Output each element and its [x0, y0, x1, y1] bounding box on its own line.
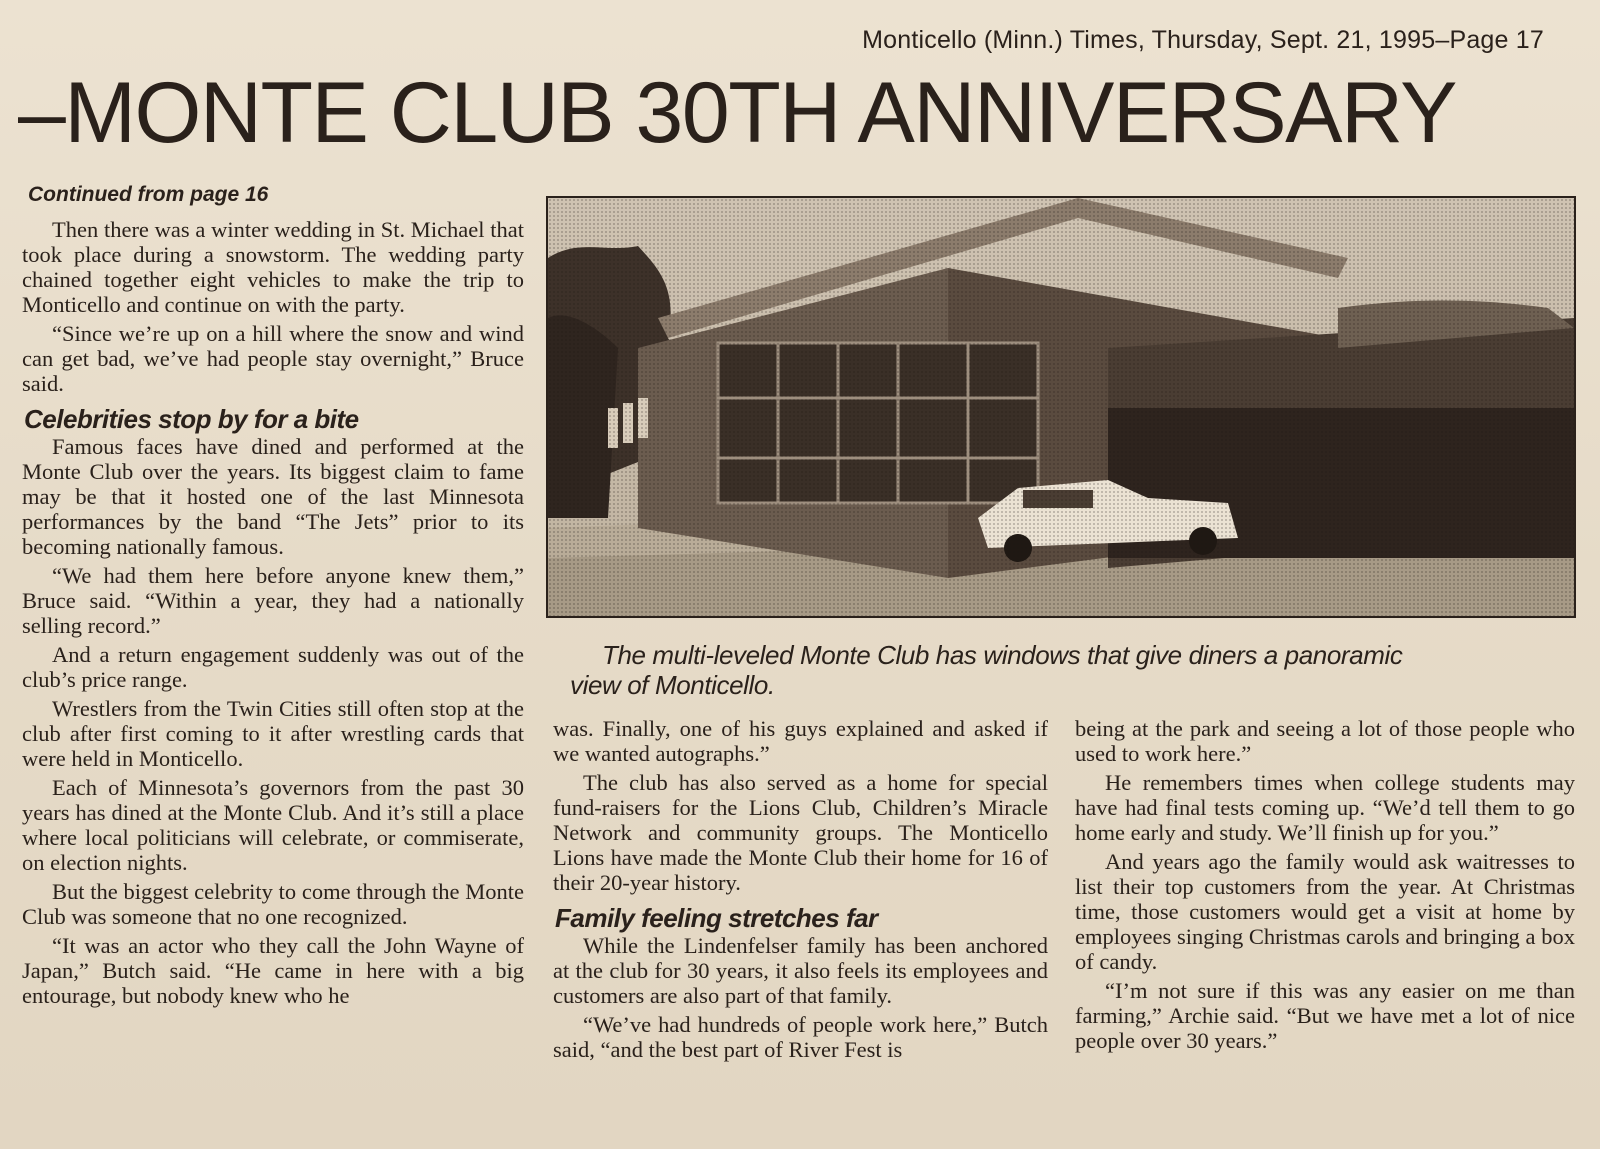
paragraph: And years ago the family would ask waitresses to list their top customers from the year. At Christmas time, those customers would get a visit at home by employees singing Christmas carols and bringing a box of candy. — [1075, 849, 1575, 974]
headline: –MONTE CLUB 30TH ANNIVERSARY — [18, 65, 1456, 161]
paragraph: “Since we’re up on a hill where the snow and wind can get bad, we’ve had people stay overnight,” Bruce said. — [22, 321, 524, 396]
building-illustration — [548, 198, 1574, 616]
paragraph: “We’ve had hundreds of people work here,” Butch said, “and the best part of River Fest is — [553, 1012, 1048, 1062]
paragraph: “It was an actor who they call the John Wayne of Japan,” Butch said. “He came in here with a big entourage, but nobody knew who he — [22, 933, 524, 1008]
paragraph: Famous faces have dined and performed at the Monte Club over the years. Its biggest claim to fame may be that it hosted one of the last Minnesota performances by the band “The Jets” prior to its becoming nationally famous. — [22, 434, 524, 559]
column-2 — [553, 716, 1048, 1066]
paragraph: But the biggest celebrity to come through the Monte Club was someone that no one recognized. — [22, 879, 524, 929]
paragraph: While the Lindenfelser family has been anchored at the club for 30 years, it also feels its employees and customers are also part of that family. — [553, 933, 1048, 1008]
paragraph: And a return engagement suddenly was out of the club’s price range. — [22, 642, 524, 692]
paragraph: being at the park and seeing a lot of those people who used to work here.” — [1075, 716, 1575, 766]
paragraph: “We had them here before anyone knew them,” Bruce said. “Within a year, they had a nationally selling record.” — [22, 563, 524, 638]
paragraph: Wrestlers from the Twin Cities still often stop at the club after first coming to it after wrestling cards that were held in Monticello. — [22, 696, 524, 771]
paragraph: He remembers times when college students may have had final tests coming up. “We’d tell them to go home early and study. We’ll finish up for you.” — [1075, 770, 1575, 845]
subhead-celebrities: Celebrities stop by for a bite — [24, 404, 359, 434]
continued-from-kicker: Continued from page 16 — [28, 183, 269, 206]
caption-line-2: view of Monticello. — [570, 670, 775, 700]
paragraph: Then there was a winter wedding in St. Michael that took place during a snowstorm. The wedding party chained together eight vehicles to make the trip to Monticello and continue on with the party. — [22, 217, 524, 317]
column-1 — [22, 182, 524, 1012]
page-folio: Monticello (Minn.) Times, Thursday, Sept. 21, 1995–Page 17 — [862, 26, 1544, 54]
column-3 — [1075, 716, 1575, 1057]
monte-club-photo — [546, 196, 1576, 618]
paragraph: was. Finally, one of his guys explained and asked if we wanted autographs.” — [553, 716, 1048, 766]
paragraph: Each of Minnesota’s governors from the past 30 years has dined at the Monte Club. And it’s still a place where local politicians will celebrate, or commiserate, on election nights. — [22, 775, 524, 875]
paragraph: The club has also served as a home for special fund-raisers for the Lions Club, Children’s Miracle Network and community groups. The Monticello Lions have made the Monte Club their home for 16 of their 20-year history. — [553, 770, 1048, 895]
paragraph: “I’m not sure if this was any easier on me than farming,” Archie said. “But we have met a lot of nice people over 30 years.” — [1075, 978, 1575, 1053]
caption-line-1: The multi-leveled Monte Club has windows that give diners a panoramic — [602, 640, 1403, 670]
subhead-family: Family feeling stretches far — [555, 903, 878, 933]
photo-caption — [570, 640, 1570, 700]
